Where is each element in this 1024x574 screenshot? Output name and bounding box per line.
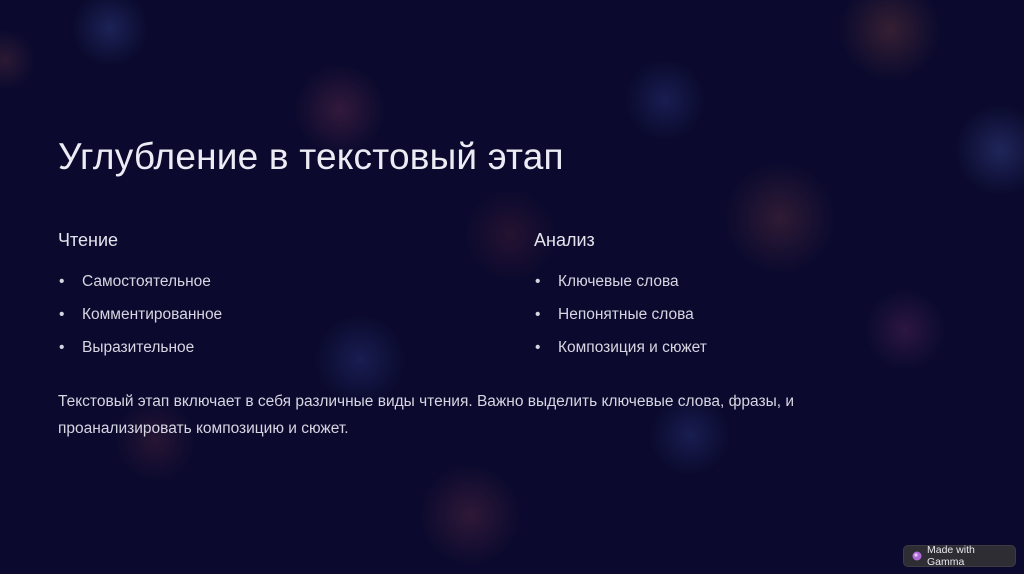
analysis-list xyxy=(534,272,707,358)
analysis-column xyxy=(534,228,707,371)
bullet-icon: • xyxy=(535,273,541,290)
reading-list xyxy=(58,272,222,358)
reading-heading: Чтение xyxy=(58,230,119,250)
badge-label: Made with Gamma xyxy=(927,544,975,568)
reading-column xyxy=(58,228,222,371)
list-item: • Самостоятельное xyxy=(59,273,211,290)
list-item: • Ключевые слова xyxy=(535,273,679,290)
list-item: • Непонятные слова xyxy=(535,306,694,323)
list-item: • Композиция и сюжет xyxy=(535,339,707,356)
bullet-icon: • xyxy=(535,339,541,356)
made-with-gamma-button[interactable] xyxy=(903,545,1016,567)
gamma-logo-icon xyxy=(912,551,922,561)
list-item: • Комментированное xyxy=(59,306,223,323)
analysis-heading: Анализ xyxy=(534,230,595,250)
bullet-icon: • xyxy=(59,339,65,356)
bullet-icon: • xyxy=(59,306,65,323)
list-item: • Выразительное xyxy=(59,339,195,356)
summary-paragraph: Текстовый этап включает в себя различные виды чтения. Важно выделить ключевые слова, фразы, и проанализировать композицию и сюжет. xyxy=(58,393,794,437)
bullet-icon: • xyxy=(59,273,65,290)
slide-title: Углубление в текстовый этап xyxy=(58,136,564,177)
bullet-icon: • xyxy=(535,306,541,323)
